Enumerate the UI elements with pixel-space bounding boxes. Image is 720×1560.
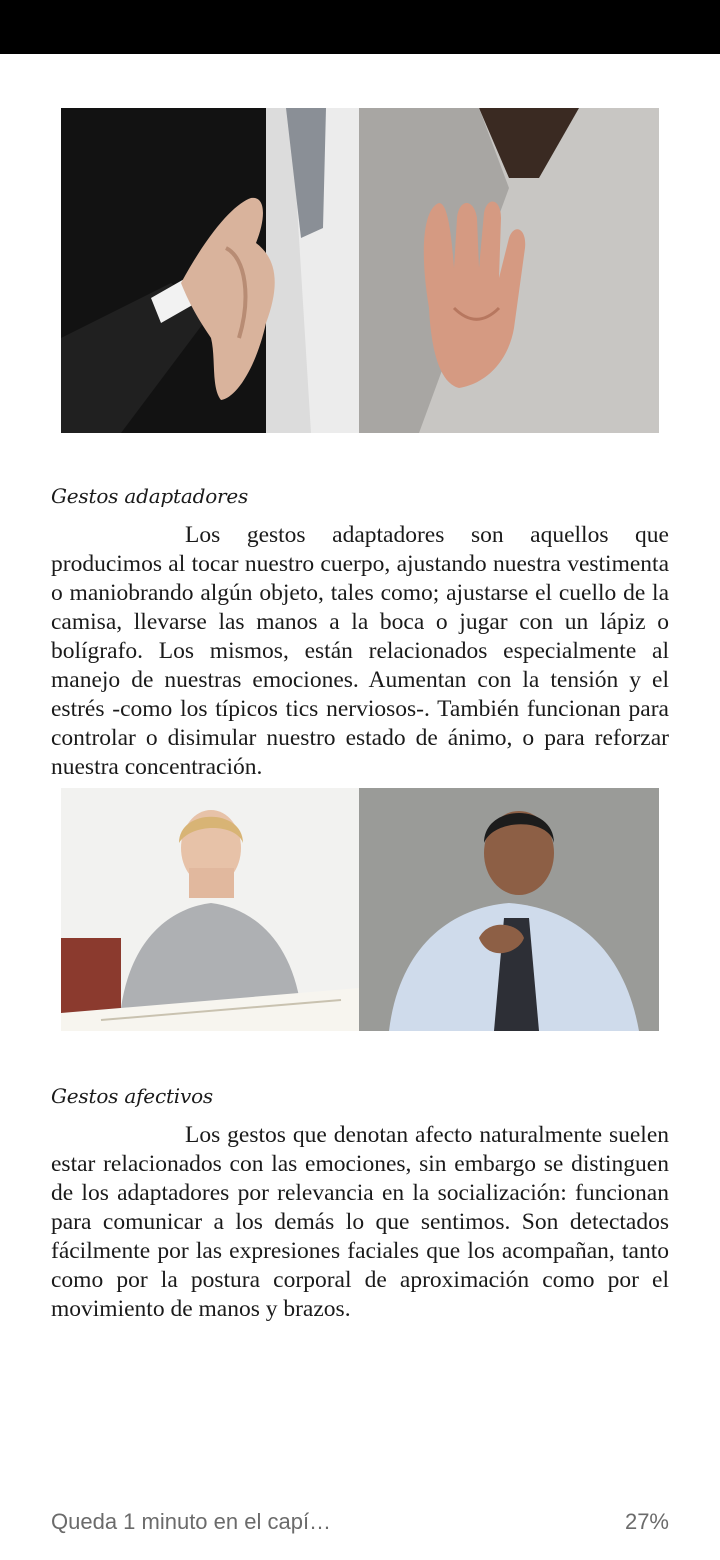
reading-footer [51, 1506, 669, 1538]
image-offered-handshake [61, 108, 359, 433]
image-handshake-vs-stop [61, 108, 659, 433]
image-nervous-woman [61, 788, 359, 1031]
book-progress[interactable]: 27% [624, 1509, 669, 1534]
image-man-adjusting-tie [359, 788, 659, 1031]
section-body-afectivos: Los gestos que denotan afecto naturalmente suelen estar relacionados con las emociones, sin embargo se distinguen de los adaptadores por relevancia en la socialización: funcionan para comunicar a los demás lo que sentimos. Son detectados fácilmente por las expresiones faciales que los acompañan, tanto como por la postura corporal de aproximación como por el movimiento de manos y brazos. [51, 1122, 669, 1322]
status-bar [0, 0, 720, 54]
chapter-time-left[interactable]: Queda 1 minuto en el capí… [51, 1509, 332, 1534]
section-body-adaptadores: Los gestos adaptadores son aquellos que producimos al tocar nuestro cuerpo, ajustando nuestra vestimenta o maniobrando algún objeto, tales como; ajustarse el cuello de la camisa, llevarse las manos a la boca o jugar con un lápiz o bolígrafo. Los mismos, están relacionados especialmente al manejo de nuestras emociones. Aumentan con la tensión y el estrés -como los típicos tics nerviosos-. También funcionan para controlar o disimular nuestro estado de ánimo, o para reforzar nuestra concentración. [51, 522, 669, 780]
image-nervous-gestures [61, 788, 659, 1031]
section-title-afectivos: Gestos afectivos [51, 1084, 213, 1108]
image-stop-hand [359, 108, 659, 433]
section-title-adaptadores: Gestos adaptadores [51, 484, 249, 508]
